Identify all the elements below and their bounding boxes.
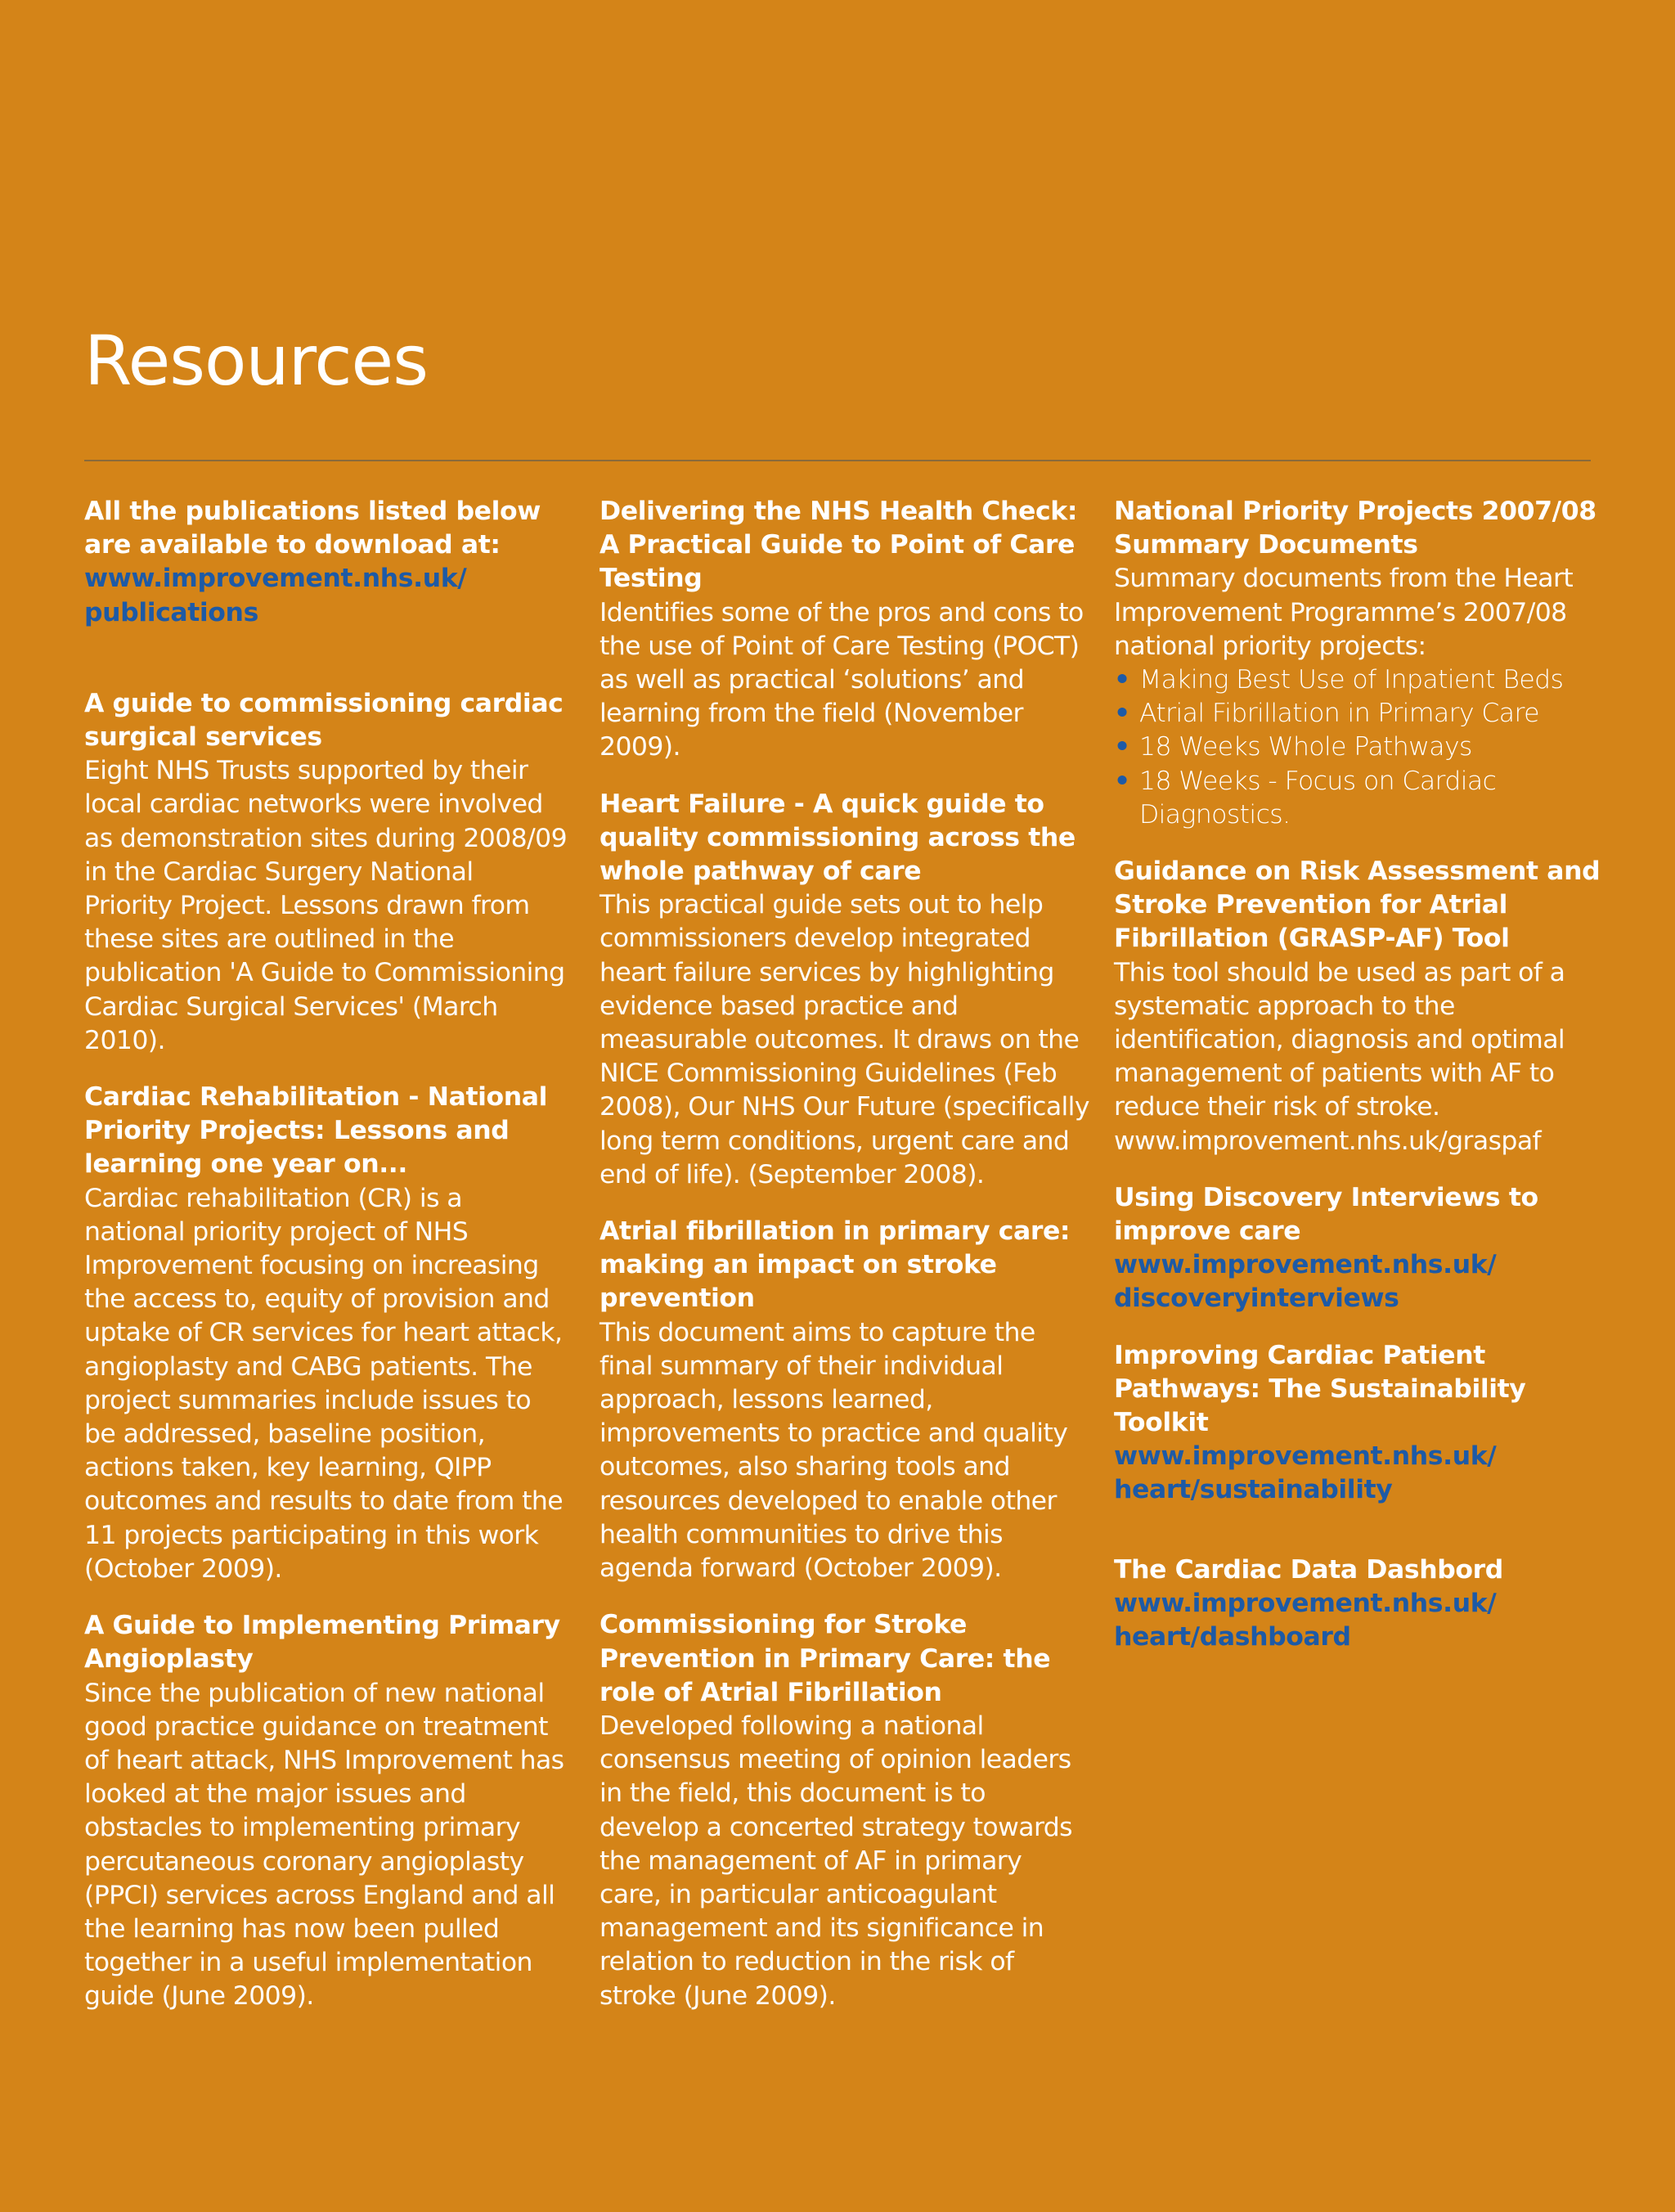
resource-entry (84, 687, 567, 1058)
resource-description: Summary documents from the Heart Improvement Programme’s 2007/08 national priority projects: (1114, 564, 1574, 661)
resource-heading: A Guide to Implementing Primary Angioplasty (84, 1611, 560, 1675)
resource-description: This tool should be used as part of a systematic approach to the identification, diagnosis and optimal management of patients with AF to reduce their risk of stroke. (1114, 957, 1565, 1122)
resource-heading: Commissioning for Stroke Prevention in Primary Care: the role of Atrial Fibrillation (599, 1610, 1051, 1707)
resource-entry-grasp (1114, 855, 1605, 1158)
bullet-icon: • (1114, 665, 1130, 695)
resource-heading: Improving Cardiac Patient Pathways: The Sustainability Toolkit (1114, 1340, 1526, 1438)
resource-heading: Guidance on Risk Assessment and Stroke Prevention for Atrial Fibrillation (GRASP-AF) Tool (1114, 856, 1601, 954)
resource-heading: National Priority Projects 2007/08 Summary Documents (1114, 497, 1596, 560)
resource-entry (599, 1215, 1090, 1585)
list-item: • Atrial Fibrillation in Primary Care (1114, 697, 1605, 731)
publications-link[interactable]: www.improvement.nhs.uk/ publications (84, 564, 467, 627)
intro-block (84, 495, 567, 630)
resource-entry-discovery (1114, 1181, 1605, 1316)
graspaf-url[interactable]: www.improvement.nhs.uk/graspaf (1114, 1126, 1542, 1156)
list-item: • 18 Weeks Whole Pathways (1114, 731, 1605, 764)
resource-description: This practical guide sets out to help commissioners develop integrated heart failure services by highlighting evidence based practice and measurable outcomes. It draws on the NICE Commissioning Guidelines (Feb 2008), Our NHS Our Future (specifically long term conditions, urgent care and end of life). (September 2008). (599, 890, 1089, 1189)
resource-entry (599, 1608, 1090, 2012)
bullet-icon: • (1114, 699, 1130, 729)
summary-documents-list (1114, 663, 1605, 832)
dashboard-link[interactable]: www.improvement.nhs.uk/ heart/dashboard (1114, 1588, 1497, 1652)
resource-description: Developed following a national consensus meeting of opinion leaders in the field, this document is to develop a concerted strategy towards the management of AF in primary care, in particular anticoagulant management and its significance in relation to reduction in the risk of stroke (June 2009). (599, 1711, 1072, 2011)
resource-entry (84, 1609, 567, 2013)
resource-entry-npp (1114, 495, 1605, 832)
resource-entry-sustainability (1114, 1339, 1605, 1508)
page-title: Resources (84, 321, 428, 401)
resource-entry (599, 788, 1090, 1192)
bullet-icon: • (1114, 766, 1130, 796)
resource-description: This document aims to capture the final summary of their individual approach, lessons learned, improvements to practice and quality outcomes, also sharing tools and resources developed to enable other health communities to drive this agenda forward (October 2009). (599, 1317, 1068, 1584)
list-item: • Making Best Use of Inpatient Beds (1114, 663, 1605, 697)
resource-description: Cardiac rehabilitation (CR) is a national priority project of NHS Improvement focusing on increasing the access to, equity of provision and uptake of CR services for heart attack, angioplasty and CABG patients. The project summaries include issues to be addressed, baseline position, actions taken, key learning, QIPP outcomes and results to date from the 11 projects participating in this work (October 2009). (84, 1183, 563, 1584)
resource-description: Since the publication of new national good practice guidance on treatment of heart attack, NHS Improvement has looked at the major issues and obstacles to implementing primary percutaneous coronary angioplasty (PPCI) services across England and all the learning has now been pulled together in a useful implementation guide (June 2009). (84, 1678, 564, 2012)
resource-heading: A guide to commissioning cardiac surgical services (84, 688, 564, 753)
list-item: • 18 Weeks - Focus on Cardiac Diagnostics. (1114, 766, 1497, 830)
column-left (84, 495, 567, 2037)
resource-entry-dashboard (1114, 1553, 1605, 1655)
resource-heading: Atrial fibrillation in primary care: making an impact on stroke prevention (599, 1216, 1071, 1314)
resource-entry (599, 495, 1090, 765)
resource-description: Eight NHS Trusts supported by their local cardiac networks were involved as demonstration sites during 2008/09 in the Cardiac Surgery National Priority Project. Lessons drawn from these sites are outlined in the publication 'A Guide to Commissioning Cardiac Surgical Services' (March 2010). (84, 756, 568, 1055)
column-right (1114, 495, 1605, 1677)
resource-heading: Cardiac Rehabilitation - National Priority Projects: Lessons and learning one year on... (84, 1082, 548, 1180)
title-divider (84, 460, 1591, 461)
bullet-icon: • (1114, 732, 1130, 762)
resource-heading: Using Discovery Interviews to improve care (1114, 1182, 1538, 1247)
resource-heading: Delivering the NHS Health Check: A Practical Guide to Point of Care Testing (599, 497, 1078, 594)
resource-heading: Heart Failure - A quick guide to quality commissioning across the whole pathway of care (599, 789, 1076, 887)
sustainability-link[interactable]: www.improvement.nhs.uk/ heart/sustainability (1114, 1441, 1497, 1505)
intro-text: All the publications listed below are available to download at: (84, 497, 541, 560)
discovery-interviews-link[interactable]: www.improvement.nhs.uk/ discoveryinterviews (1114, 1250, 1497, 1314)
column-middle (599, 495, 1090, 2036)
resource-heading: The Cardiac Data Dashbord (1114, 1554, 1503, 1585)
resource-entry (84, 1081, 567, 1586)
resource-description: Identifies some of the pros and cons to the use of Point of Care Testing (POCT) as well as practical ‘solutions’ and learning from the field (November 2009). (599, 597, 1084, 762)
